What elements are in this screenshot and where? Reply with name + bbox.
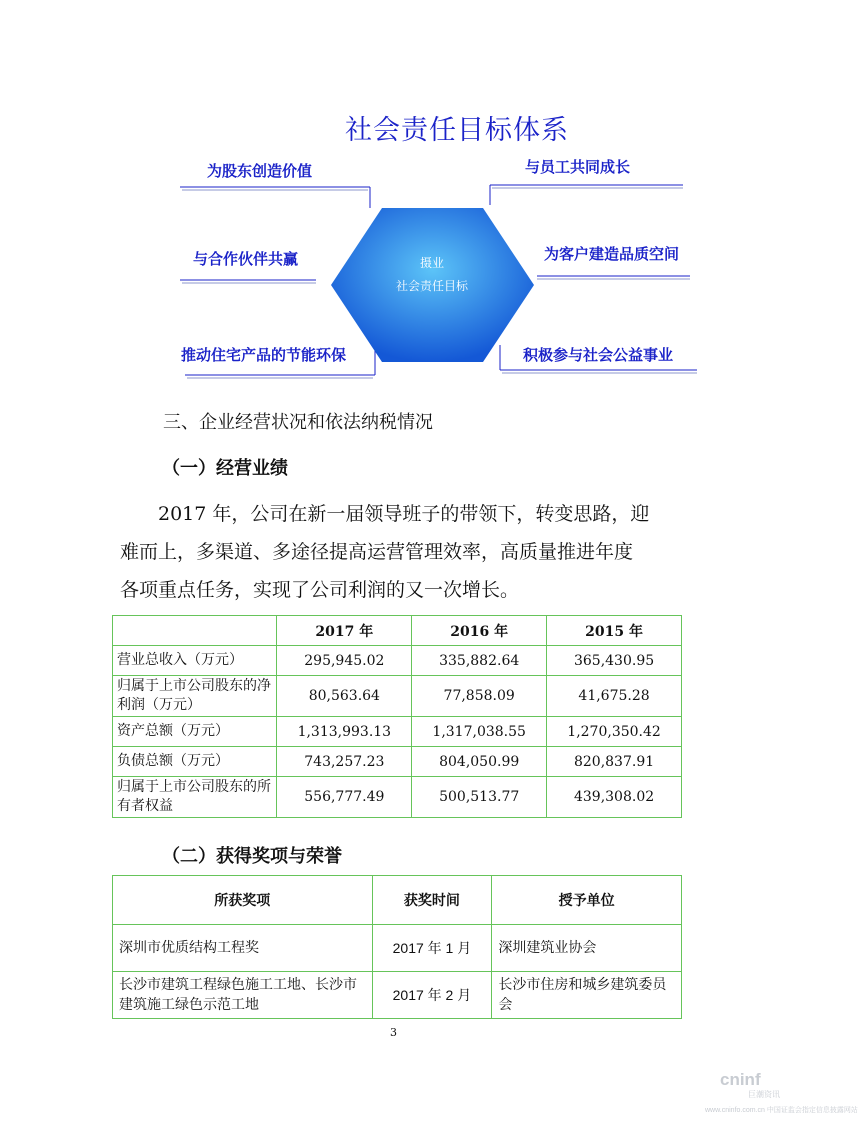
award-time: 2017 年 1 月 (372, 925, 492, 972)
row-label: 归属于上市公司股东的所有者权益 (113, 777, 277, 818)
goal-employees: 与员工共同成长 (525, 158, 631, 176)
table-header-blank (113, 616, 277, 646)
cell-value: 295,945.02 (277, 646, 412, 676)
cell-value: 439,308.02 (547, 777, 682, 818)
page-number: 3 (390, 1026, 397, 1039)
subsection-2-title: （二）获得奖项与荣誉 (162, 846, 342, 867)
cell-value: 556,777.49 (277, 777, 412, 818)
table-row (113, 925, 682, 972)
cell-value: 335,882.64 (412, 646, 547, 676)
paragraph-line-3: 各项重点任务，实现了公司利润的又一次增长。 (120, 579, 520, 601)
cell-value: 804,050.99 (412, 747, 547, 777)
row-label: 营业总收入（万元） (113, 646, 277, 676)
hexagon-label-line1: 摄业 (419, 256, 444, 270)
row-label: 负债总额（万元） (113, 747, 277, 777)
goal-public-welfare: 积极参与社会公益事业 (523, 346, 674, 364)
watermark-site (705, 1105, 858, 1115)
award-time: 2017 年 2 月 (372, 972, 492, 1019)
watermark-logo: cninf (720, 1070, 761, 1089)
row-label: 归属于上市公司股东的净利润（万元） (113, 676, 277, 717)
cell-value: 820,837.91 (547, 747, 682, 777)
cell-value: 80,563.64 (277, 676, 412, 717)
header-org: 授予单位 (492, 876, 682, 925)
cell-value: 41,675.28 (547, 676, 682, 717)
cell-value: 77,858.09 (412, 676, 547, 717)
paragraph-line-1: 2017 年，公司在新一届领导班子的带领下，转变思路，迎 (158, 503, 650, 525)
table-header-2016: 2016 年 (412, 616, 547, 646)
hexagon-label (382, 252, 482, 298)
award-org: 深圳建筑业协会 (492, 925, 682, 972)
cell-value: 500,513.77 (412, 777, 547, 818)
diagram-title: 社会责任目标体系 (345, 115, 569, 146)
row-label: 资产总额（万元） (113, 717, 277, 747)
performance-paragraph (120, 495, 680, 609)
table-header-2015: 2015 年 (547, 616, 682, 646)
cell-value: 365,430.95 (547, 646, 682, 676)
table-header-2017: 2017 年 (277, 616, 412, 646)
paragraph-line-2: 难而上，多渠道、多途径提高运营管理效率，高质量推进年度 (120, 541, 634, 563)
diagram-lines (0, 0, 793, 400)
performance-table (112, 615, 682, 818)
cell-value: 1,270,350.42 (547, 717, 682, 747)
table-row (113, 676, 682, 717)
table-header-row (113, 876, 682, 925)
watermark-org: 中国证监会指定信息披露网站 (766, 1107, 858, 1114)
header-time: 获奖时间 (372, 876, 492, 925)
award-org: 长沙市住房和城乡建筑委员会 (492, 972, 682, 1019)
goal-shareholders: 为股东创造价值 (207, 162, 313, 180)
goal-customers: 为客户建造品质空间 (544, 245, 680, 263)
award-name: 深圳市优质结构工程奖 (113, 925, 373, 972)
table-row (113, 777, 682, 818)
watermark-sub: 巨潮资讯 (748, 1090, 780, 1099)
table-row (113, 747, 682, 777)
cell-value: 1,313,993.13 (277, 717, 412, 747)
header-award: 所获奖项 (113, 876, 373, 925)
table-row (113, 972, 682, 1019)
goal-energy-saving: 推动住宅产品的节能环保 (181, 346, 347, 364)
table-header-row (113, 616, 682, 646)
cell-value: 743,257.23 (277, 747, 412, 777)
goal-partners: 与合作伙伴共赢 (193, 250, 299, 268)
award-name: 长沙市建筑工程绿色施工工地、长沙市建筑施工绿色示范工地 (113, 972, 373, 1019)
table-row (113, 717, 682, 747)
cell-value: 1,317,038.55 (412, 717, 547, 747)
table-row (113, 646, 682, 676)
hexagon-label-line2: 社会责任目标 (395, 279, 468, 293)
awards-table (112, 875, 682, 1019)
subsection-1-title: （一）经营业绩 (162, 458, 288, 479)
section-3-title: 三、企业经营状况和依法纳税情况 (163, 412, 433, 433)
watermark-url: www.cninfo.com.cn (705, 1107, 765, 1114)
